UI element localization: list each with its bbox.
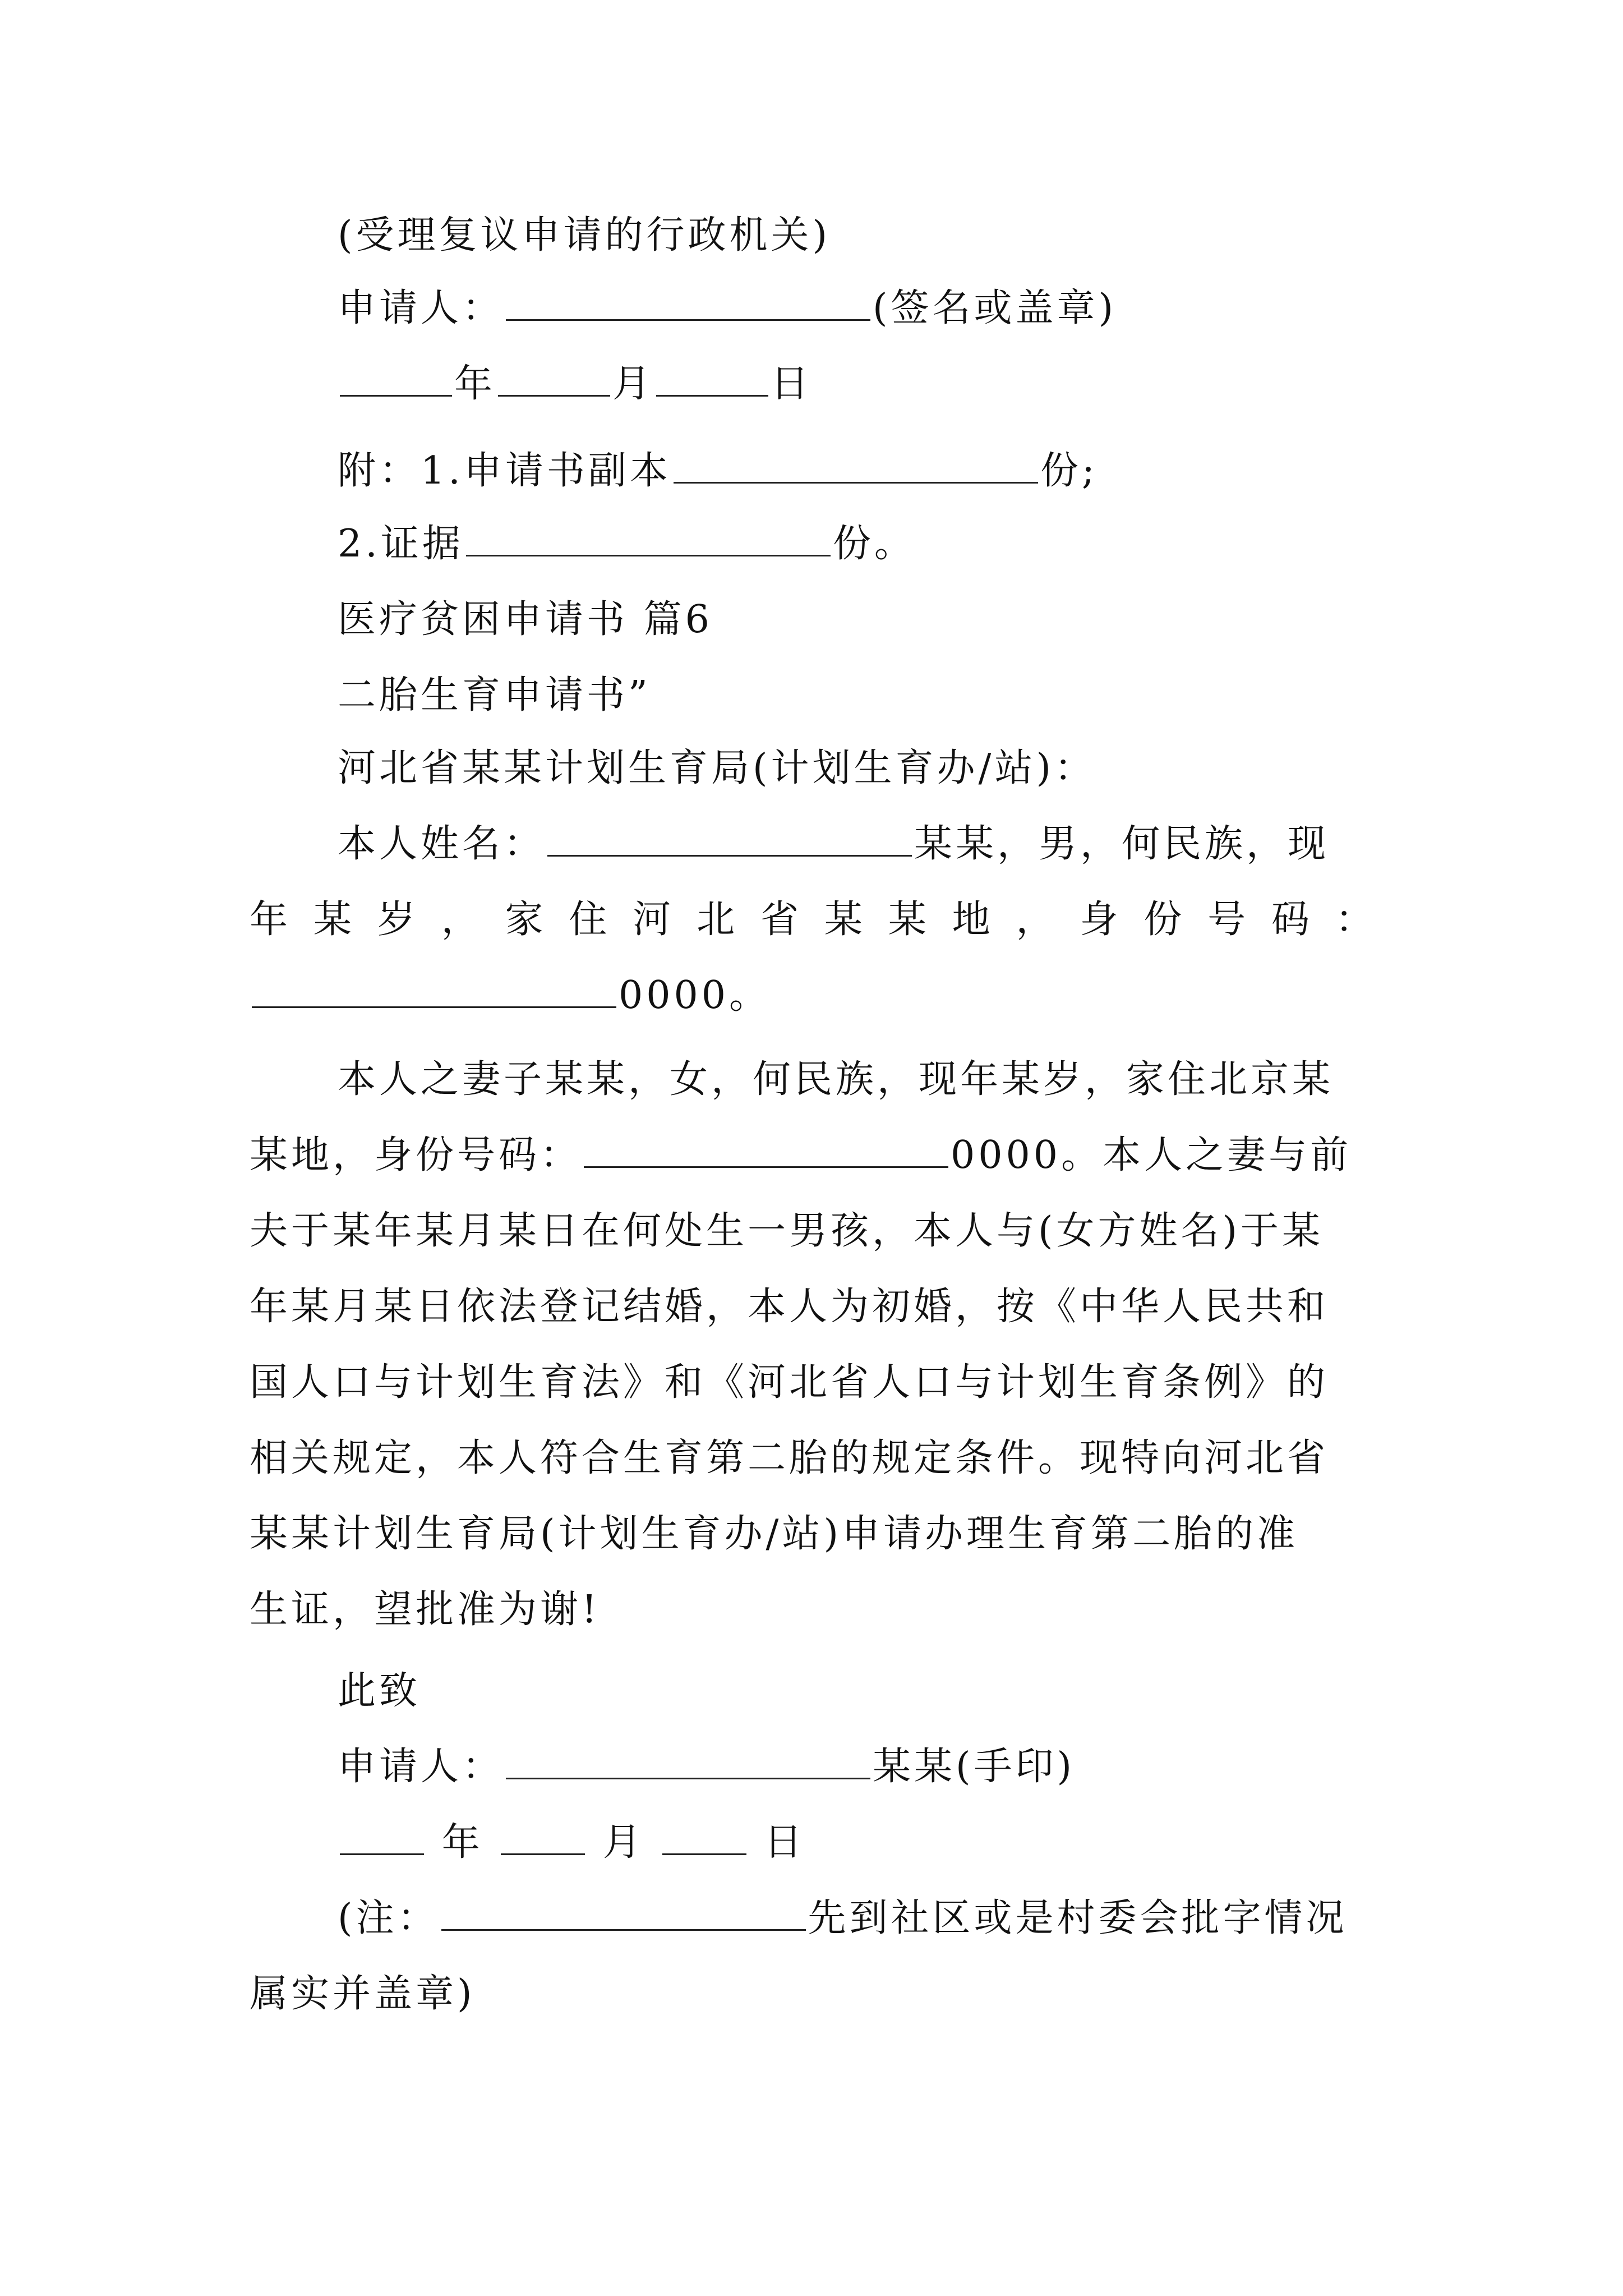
note-continuation: 属实并盖章) [250, 1972, 476, 2016]
id-number-blank [252, 973, 616, 1008]
paragraph-line: 本人之妻子某某，女，何民族，现年某岁，家住北京某 [338, 1057, 1334, 1102]
wife-id-line [250, 1130, 1352, 1181]
address-char: 身 [1080, 898, 1122, 942]
handprint-note: 某某(手印) [873, 1745, 1076, 1789]
attachment-copy-line [338, 446, 1098, 496]
paragraph-line: 相关规定，本人符合生育第二胎的规定条件。现特向河北省 [250, 1436, 1329, 1480]
address-char: 某 [824, 898, 866, 942]
address-char: 某 [888, 898, 930, 942]
note-text: 先到社区或是村委会批字情况 [808, 1896, 1348, 1940]
address-char: 河 [633, 898, 675, 942]
applicant-handprint-line [338, 1742, 1075, 1792]
address-char: 某 [313, 898, 355, 942]
closing-line: 此致 [338, 1669, 421, 1713]
address-char: 省 [760, 898, 803, 942]
applicant-label: 申请人： [338, 286, 504, 330]
document-title: 二胎生育申请书” [338, 673, 651, 717]
day-blank [662, 1820, 746, 1855]
date-line [338, 1818, 805, 1868]
evidence-count-blank [466, 521, 831, 556]
section-heading: 医疗贫困申请书 篇6 [338, 597, 713, 642]
evidence-label: 2.证据 [338, 522, 464, 566]
evidence-unit: 份。 [832, 522, 916, 566]
paragraph-line: 某某计划生育局(计划生育办/站)申请办理生育第二胎的准 [250, 1512, 1298, 1556]
receiving-authority-line: (受理复议申请的行政机关) [338, 213, 831, 257]
applicant-name-line [338, 819, 1329, 869]
year-blank [340, 361, 452, 397]
attachment-copy-label: 附：1.申请书副本 [338, 449, 671, 493]
address-line [250, 895, 1377, 945]
date-line [338, 359, 812, 409]
address-char: 住 [569, 898, 611, 942]
month-blank [501, 1820, 585, 1855]
copy-count-blank [674, 448, 1038, 484]
signature-note: (签名或盖章) [873, 286, 1117, 330]
note-line [338, 1893, 1348, 1944]
address-char: 地 [952, 898, 994, 942]
address-char: ， [1016, 898, 1058, 942]
month-blank [498, 361, 610, 397]
address-char: ： [1335, 898, 1377, 942]
year-label: 年 [454, 362, 496, 406]
address-char: 份 [1144, 898, 1186, 942]
address-char: ， [441, 898, 483, 942]
day-blank [656, 361, 768, 397]
applicant-blank [506, 286, 870, 321]
address-char: 年 [250, 898, 292, 942]
name-blank [547, 821, 912, 857]
name-label: 本人姓名： [338, 822, 546, 866]
address-justified-text [250, 895, 1377, 945]
copy-unit: 份; [1040, 449, 1098, 493]
note-blank [441, 1895, 806, 1931]
month-label: 月 [602, 1820, 644, 1865]
paragraph-line: 生证，望批准为谢! [250, 1588, 601, 1632]
wife-id-blank [584, 1133, 948, 1168]
address-char: 家 [505, 898, 547, 942]
day-label: 日 [771, 362, 813, 406]
note-label: (注： [338, 1896, 439, 1940]
paragraph-line: 年某月某日依法登记结婚，本人为初婚，按《中华人民共和 [250, 1285, 1329, 1329]
attachment-evidence-line [338, 519, 916, 569]
paragraph-line: 夫于某年某月某日在何处生一男孩，本人与(女方姓名)于某 [250, 1209, 1324, 1253]
address-char: 码 [1271, 898, 1313, 942]
addressee-line: 河北省某某计划生育局(计划生育办/站)： [338, 746, 1096, 790]
month-label: 月 [612, 362, 654, 406]
applicant-signature-line [338, 283, 1117, 334]
applicant-blank [506, 1744, 870, 1779]
address-char: 岁 [377, 898, 419, 942]
id-number-line [250, 970, 771, 1021]
address-char: 北 [697, 898, 739, 942]
paragraph-line: 国人口与计划生育法》和《河北省人口与计划生育条例》的 [250, 1360, 1329, 1405]
wife-id-label: 某地，身份号码： [250, 1133, 582, 1177]
applicant-label: 申请人： [338, 1745, 504, 1789]
day-label: 日 [764, 1820, 806, 1865]
year-label: 年 [441, 1820, 483, 1865]
name-details: 某某，男，何民族，现 [914, 822, 1330, 866]
address-char: 号 [1207, 898, 1249, 942]
id-number-suffix: 0000。 [619, 973, 771, 1018]
wife-id-suffix: 0000。本人之妻与前 [951, 1133, 1352, 1177]
year-blank [340, 1820, 424, 1855]
